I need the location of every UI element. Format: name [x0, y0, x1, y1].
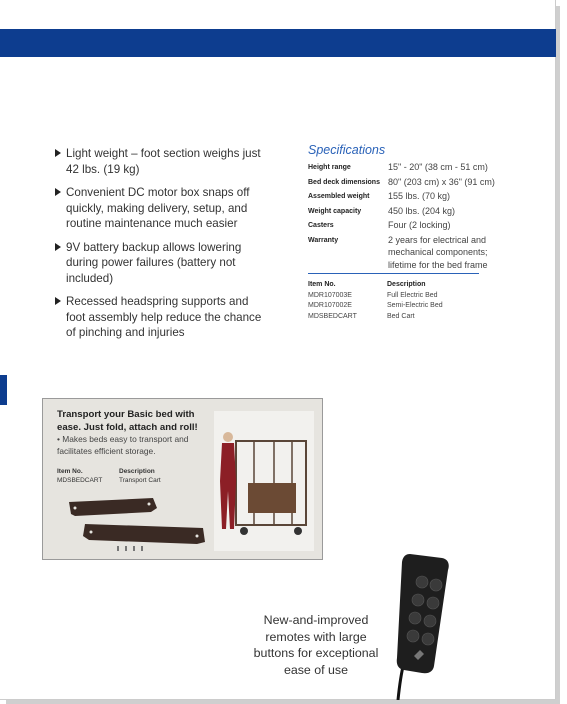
item-description: Semi-Electric Bed [387, 302, 443, 309]
spec-label: Casters [308, 222, 334, 229]
cart-item-row [57, 476, 161, 485]
divider [308, 273, 479, 274]
cart-parts-image [65, 494, 215, 554]
cart-photo [214, 411, 314, 551]
item-table-header [308, 280, 508, 291]
spec-label: Assembled weight [308, 193, 370, 200]
spec-value: 80" (203 cm) x 36" (91 cm) [388, 176, 495, 187]
item-no: MDSBEDCART [308, 312, 357, 320]
spec-label: Bed deck dimensions [308, 178, 380, 186]
specifications-heading: Specifications [308, 143, 386, 157]
feature-bullet [55, 240, 270, 287]
feature-bullet [55, 294, 270, 341]
feature-bullet [55, 146, 270, 177]
cart-item-table [57, 467, 161, 485]
feature-bullet-text: Recessed headspring supports and foot assembly help reduce the chance of pinching and injuries [66, 295, 262, 339]
feature-bullet-text: Light weight – foot section weighs just 42 lbs. (19 kg) [66, 147, 261, 176]
feature-bullet [55, 185, 270, 232]
item-description: Full Electric Bed [387, 291, 438, 299]
spec-row [308, 161, 508, 175]
item-no: MDR107003E [308, 291, 352, 299]
feature-bullet-list [55, 146, 270, 349]
item-row [308, 312, 508, 323]
spec-row [308, 234, 508, 272]
item-description: Bed Cart [387, 312, 415, 320]
remote-caption: New-and-improved remotes with large buttons for exceptional ease of use [253, 613, 379, 677]
bullet-arrow-icon [55, 297, 61, 305]
feature-bullet-text: 9V battery backup allows lowering during power failures (battery not included) [66, 240, 242, 285]
spec-value: 15" - 20" (38 cm - 51 cm) [388, 162, 488, 172]
item-no-header: Item No. [57, 468, 83, 475]
spec-row [308, 176, 508, 190]
spec-value: 450 lbs. (204 kg) [388, 205, 456, 216]
description-header: Description [387, 281, 426, 288]
item-row [308, 291, 508, 302]
bullet-arrow-icon [55, 149, 61, 157]
cart-item-header [57, 467, 161, 476]
page-shadow-right [556, 6, 560, 704]
item-row [308, 301, 508, 312]
side-tab-marker [0, 375, 7, 405]
item-description: Transport Cart [119, 477, 161, 484]
bullet-arrow-icon [55, 243, 61, 251]
spec-value: 155 lbs. (70 kg) [388, 191, 451, 201]
spec-label: Warranty [308, 236, 339, 244]
spec-label: Height range [308, 164, 351, 171]
spec-value: 2 years for electrical and mechanical components; lifetime for the bed frame [388, 234, 488, 270]
header-banner [0, 29, 556, 57]
item-no-header: Item No. [308, 281, 336, 288]
item-no: MDSBEDCART [57, 477, 103, 484]
cart-callout-bullet: • Makes beds easy to transport and facilitates efficient storage. [57, 434, 189, 456]
spec-row [308, 190, 508, 204]
spec-row [308, 219, 508, 233]
spec-label: Weight capacity [308, 207, 362, 215]
feature-bullet-text: Convenient DC motor box snaps off quickly, making delivery, setup, and routine maintenance much easier [66, 186, 250, 230]
specifications-table [308, 143, 508, 272]
description-header: Description [119, 468, 155, 475]
spec-row [308, 205, 508, 219]
spec-value: Four (2 locking) [388, 220, 451, 230]
bullet-arrow-icon [55, 188, 61, 196]
page-shadow-bottom [6, 700, 560, 704]
remote-control-image [388, 550, 458, 700]
item-no: MDR107002E [308, 302, 352, 309]
transport-cart-callout [42, 398, 323, 560]
cart-callout-title: Transport your Basic bed with ease. Just fold, attach and roll! [57, 409, 198, 433]
item-number-table [308, 280, 508, 322]
